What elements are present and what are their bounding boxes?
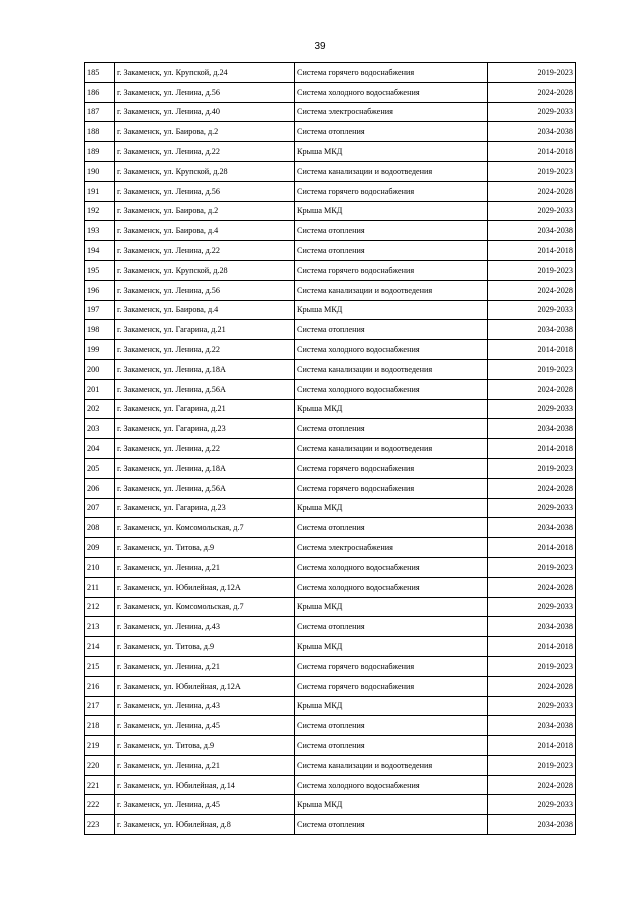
system-cell: Система электроснабжения	[295, 538, 488, 558]
table-row	[85, 379, 576, 399]
address-cell: г. Закаменск, ул. Гагарина, д.21	[115, 399, 295, 419]
row-number-cell: 185	[85, 63, 115, 83]
row-number-cell: 196	[85, 280, 115, 300]
row-number-cell: 215	[85, 656, 115, 676]
row-number-cell: 187	[85, 102, 115, 122]
address-cell: г. Закаменск, ул. Ленина, д.45	[115, 795, 295, 815]
table-row	[85, 300, 576, 320]
address-cell: г. Закаменск, ул. Ленина, д.22	[115, 241, 295, 261]
address-cell: г. Закаменск, ул. Ленина, д.22	[115, 142, 295, 162]
period-cell: 2034-2038	[488, 320, 576, 340]
address-cell: г. Закаменск, ул. Ленина, д.21	[115, 656, 295, 676]
row-number-cell: 214	[85, 637, 115, 657]
row-number-cell: 206	[85, 478, 115, 498]
row-number-cell: 203	[85, 419, 115, 439]
table-row	[85, 775, 576, 795]
row-number-cell: 201	[85, 379, 115, 399]
period-cell: 2034-2038	[488, 716, 576, 736]
row-number-cell: 211	[85, 577, 115, 597]
system-cell: Система канализации и водоотведения	[295, 359, 488, 379]
period-cell: 2024-2028	[488, 379, 576, 399]
table-row	[85, 320, 576, 340]
system-cell: Крыша МКД	[295, 399, 488, 419]
table-row	[85, 419, 576, 439]
period-cell: 2024-2028	[488, 82, 576, 102]
period-cell: 2014-2018	[488, 538, 576, 558]
address-cell: г. Закаменск, ул. Баирова, д.4	[115, 221, 295, 241]
row-number-cell: 191	[85, 181, 115, 201]
address-cell: г. Закаменск, ул. Ленина, д.18А	[115, 359, 295, 379]
table-row	[85, 696, 576, 716]
address-cell: г. Закаменск, ул. Ленина, д.45	[115, 716, 295, 736]
system-cell: Система отопления	[295, 221, 488, 241]
period-cell: 2019-2023	[488, 656, 576, 676]
table-row	[85, 736, 576, 756]
address-cell: г. Закаменск, ул. Гагарина, д.23	[115, 419, 295, 439]
table-row	[85, 557, 576, 577]
table-row	[85, 122, 576, 142]
system-cell: Система холодного водоснабжения	[295, 775, 488, 795]
page-number: 39	[314, 41, 326, 52]
system-cell: Система канализации и водоотведения	[295, 439, 488, 459]
row-number-cell: 210	[85, 557, 115, 577]
address-cell: г. Закаменск, ул. Юбилейная, д.8	[115, 815, 295, 835]
address-cell: г. Закаменск, ул. Ленина, д.22	[115, 439, 295, 459]
table-row	[85, 637, 576, 657]
system-cell: Система холодного водоснабжения	[295, 557, 488, 577]
period-cell: 2034-2038	[488, 122, 576, 142]
table-row	[85, 63, 576, 83]
address-cell: г. Закаменск, ул. Ленина, д.22	[115, 340, 295, 360]
table-row	[85, 340, 576, 360]
period-cell: 2034-2038	[488, 419, 576, 439]
row-number-cell: 208	[85, 518, 115, 538]
address-cell: г. Закаменск, ул. Крупской, д.28	[115, 161, 295, 181]
address-cell: г. Закаменск, ул. Ленина, д.56	[115, 82, 295, 102]
system-cell: Система горячего водоснабжения	[295, 458, 488, 478]
table-row	[85, 755, 576, 775]
address-cell: г. Закаменск, ул. Юбилейная, д.12А	[115, 577, 295, 597]
system-cell: Крыша МКД	[295, 696, 488, 716]
table-row	[85, 181, 576, 201]
repair-schedule-table	[84, 62, 576, 835]
table-row	[85, 498, 576, 518]
address-cell: г. Закаменск, ул. Ленина, д.56А	[115, 379, 295, 399]
address-cell: г. Закаменск, ул. Ленина, д.56	[115, 181, 295, 201]
address-cell: г. Закаменск, ул. Ленина, д.18А	[115, 458, 295, 478]
period-cell: 2019-2023	[488, 458, 576, 478]
row-number-cell: 213	[85, 617, 115, 637]
system-cell: Система канализации и водоотведения	[295, 755, 488, 775]
row-number-cell: 202	[85, 399, 115, 419]
system-cell: Система горячего водоснабжения	[295, 656, 488, 676]
address-cell: г. Закаменск, ул. Крупской, д.28	[115, 260, 295, 280]
table-row	[85, 221, 576, 241]
table-row	[85, 815, 576, 835]
period-cell: 2014-2018	[488, 736, 576, 756]
system-cell: Система горячего водоснабжения	[295, 181, 488, 201]
table-row	[85, 518, 576, 538]
address-cell: г. Закаменск, ул. Ленина, д.56А	[115, 478, 295, 498]
row-number-cell: 221	[85, 775, 115, 795]
row-number-cell: 205	[85, 458, 115, 478]
address-cell: г. Закаменск, ул. Титова, д.9	[115, 538, 295, 558]
system-cell: Система холодного водоснабжения	[295, 379, 488, 399]
system-cell: Система отопления	[295, 518, 488, 538]
system-cell: Крыша МКД	[295, 637, 488, 657]
period-cell: 2024-2028	[488, 775, 576, 795]
system-cell: Система холодного водоснабжения	[295, 340, 488, 360]
table-row	[85, 617, 576, 637]
system-cell: Система отопления	[295, 241, 488, 261]
period-cell: 2014-2018	[488, 142, 576, 162]
period-cell: 2024-2028	[488, 181, 576, 201]
row-number-cell: 197	[85, 300, 115, 320]
table-row	[85, 716, 576, 736]
table-row	[85, 458, 576, 478]
row-number-cell: 218	[85, 716, 115, 736]
table-row	[85, 359, 576, 379]
row-number-cell: 216	[85, 676, 115, 696]
system-cell: Крыша МКД	[295, 201, 488, 221]
table-row	[85, 142, 576, 162]
row-number-cell: 195	[85, 260, 115, 280]
address-cell: г. Закаменск, ул. Комсомольская, д.7	[115, 518, 295, 538]
period-cell: 2014-2018	[488, 241, 576, 261]
system-cell: Система отопления	[295, 617, 488, 637]
period-cell: 2014-2018	[488, 637, 576, 657]
address-cell: г. Закаменск, ул. Баирова, д.4	[115, 300, 295, 320]
system-cell: Система отопления	[295, 122, 488, 142]
system-cell: Крыша МКД	[295, 498, 488, 518]
table-body	[85, 63, 576, 835]
period-cell: 2029-2033	[488, 300, 576, 320]
system-cell: Система отопления	[295, 716, 488, 736]
period-cell: 2024-2028	[488, 676, 576, 696]
row-number-cell: 198	[85, 320, 115, 340]
address-cell: г. Закаменск, ул. Крупской, д.24	[115, 63, 295, 83]
table-row	[85, 795, 576, 815]
table-row	[85, 478, 576, 498]
system-cell: Система холодного водоснабжения	[295, 577, 488, 597]
period-cell: 2024-2028	[488, 478, 576, 498]
table-row	[85, 82, 576, 102]
table-row	[85, 597, 576, 617]
period-cell: 2019-2023	[488, 63, 576, 83]
system-cell: Система электроснабжения	[295, 102, 488, 122]
system-cell: Система холодного водоснабжения	[295, 82, 488, 102]
row-number-cell: 219	[85, 736, 115, 756]
system-cell: Система горячего водоснабжения	[295, 676, 488, 696]
row-number-cell: 220	[85, 755, 115, 775]
table-row	[85, 161, 576, 181]
period-cell: 2034-2038	[488, 617, 576, 637]
system-cell: Система горячего водоснабжения	[295, 478, 488, 498]
table-row	[85, 577, 576, 597]
row-number-cell: 199	[85, 340, 115, 360]
period-cell: 2024-2028	[488, 280, 576, 300]
period-cell: 2014-2018	[488, 439, 576, 459]
address-cell: г. Закаменск, ул. Ленина, д.43	[115, 617, 295, 637]
table-row	[85, 280, 576, 300]
row-number-cell: 188	[85, 122, 115, 142]
period-cell: 2019-2023	[488, 161, 576, 181]
address-cell: г. Закаменск, ул. Гагарина, д.21	[115, 320, 295, 340]
period-cell: 2019-2023	[488, 557, 576, 577]
system-cell: Крыша МКД	[295, 142, 488, 162]
system-cell: Система горячего водоснабжения	[295, 63, 488, 83]
row-number-cell: 186	[85, 82, 115, 102]
address-cell: г. Закаменск, ул. Ленина, д.43	[115, 696, 295, 716]
table-row	[85, 399, 576, 419]
period-cell: 2029-2033	[488, 696, 576, 716]
address-cell: г. Закаменск, ул. Титова, д.9	[115, 736, 295, 756]
system-cell: Система отопления	[295, 736, 488, 756]
period-cell: 2019-2023	[488, 260, 576, 280]
system-cell: Система отопления	[295, 815, 488, 835]
table-row	[85, 201, 576, 221]
system-cell: Система горячего водоснабжения	[295, 260, 488, 280]
system-cell: Система канализации и водоотведения	[295, 280, 488, 300]
period-cell: 2029-2033	[488, 201, 576, 221]
address-cell: г. Закаменск, ул. Ленина, д.56	[115, 280, 295, 300]
row-number-cell: 217	[85, 696, 115, 716]
row-number-cell: 200	[85, 359, 115, 379]
system-cell: Система отопления	[295, 320, 488, 340]
address-cell: г. Закаменск, ул. Ленина, д.21	[115, 557, 295, 577]
table-row	[85, 260, 576, 280]
system-cell: Крыша МКД	[295, 300, 488, 320]
period-cell: 2029-2033	[488, 102, 576, 122]
table-row	[85, 102, 576, 122]
period-cell: 2029-2033	[488, 795, 576, 815]
table-row	[85, 439, 576, 459]
period-cell: 2019-2023	[488, 359, 576, 379]
period-cell: 2024-2028	[488, 577, 576, 597]
period-cell: 2034-2038	[488, 815, 576, 835]
row-number-cell: 207	[85, 498, 115, 518]
table-row	[85, 241, 576, 261]
period-cell: 2029-2033	[488, 498, 576, 518]
address-cell: г. Закаменск, ул. Ленина, д.21	[115, 755, 295, 775]
row-number-cell: 222	[85, 795, 115, 815]
table-row	[85, 656, 576, 676]
period-cell: 2029-2033	[488, 597, 576, 617]
address-cell: г. Закаменск, ул. Титова, д.9	[115, 637, 295, 657]
system-cell: Крыша МКД	[295, 597, 488, 617]
address-cell: г. Закаменск, ул. Гагарина, д.23	[115, 498, 295, 518]
address-cell: г. Закаменск, ул. Юбилейная, д.12А	[115, 676, 295, 696]
address-cell: г. Закаменск, ул. Комсомольская, д.7	[115, 597, 295, 617]
row-number-cell: 189	[85, 142, 115, 162]
period-cell: 2029-2033	[488, 399, 576, 419]
address-cell: г. Закаменск, ул. Юбилейная, д.14	[115, 775, 295, 795]
system-cell: Система канализации и водоотведения	[295, 161, 488, 181]
row-number-cell: 190	[85, 161, 115, 181]
row-number-cell: 192	[85, 201, 115, 221]
row-number-cell: 223	[85, 815, 115, 835]
period-cell: 2034-2038	[488, 221, 576, 241]
period-cell: 2034-2038	[488, 518, 576, 538]
address-cell: г. Закаменск, ул. Ленина, д.40	[115, 102, 295, 122]
row-number-cell: 204	[85, 439, 115, 459]
row-number-cell: 193	[85, 221, 115, 241]
period-cell: 2014-2018	[488, 340, 576, 360]
table-row	[85, 676, 576, 696]
period-cell: 2019-2023	[488, 755, 576, 775]
address-cell: г. Закаменск, ул. Баирова, д.2	[115, 122, 295, 142]
row-number-cell: 212	[85, 597, 115, 617]
system-cell: Система отопления	[295, 419, 488, 439]
table-row	[85, 538, 576, 558]
row-number-cell: 209	[85, 538, 115, 558]
address-cell: г. Закаменск, ул. Баирова, д.2	[115, 201, 295, 221]
system-cell: Крыша МКД	[295, 795, 488, 815]
row-number-cell: 194	[85, 241, 115, 261]
